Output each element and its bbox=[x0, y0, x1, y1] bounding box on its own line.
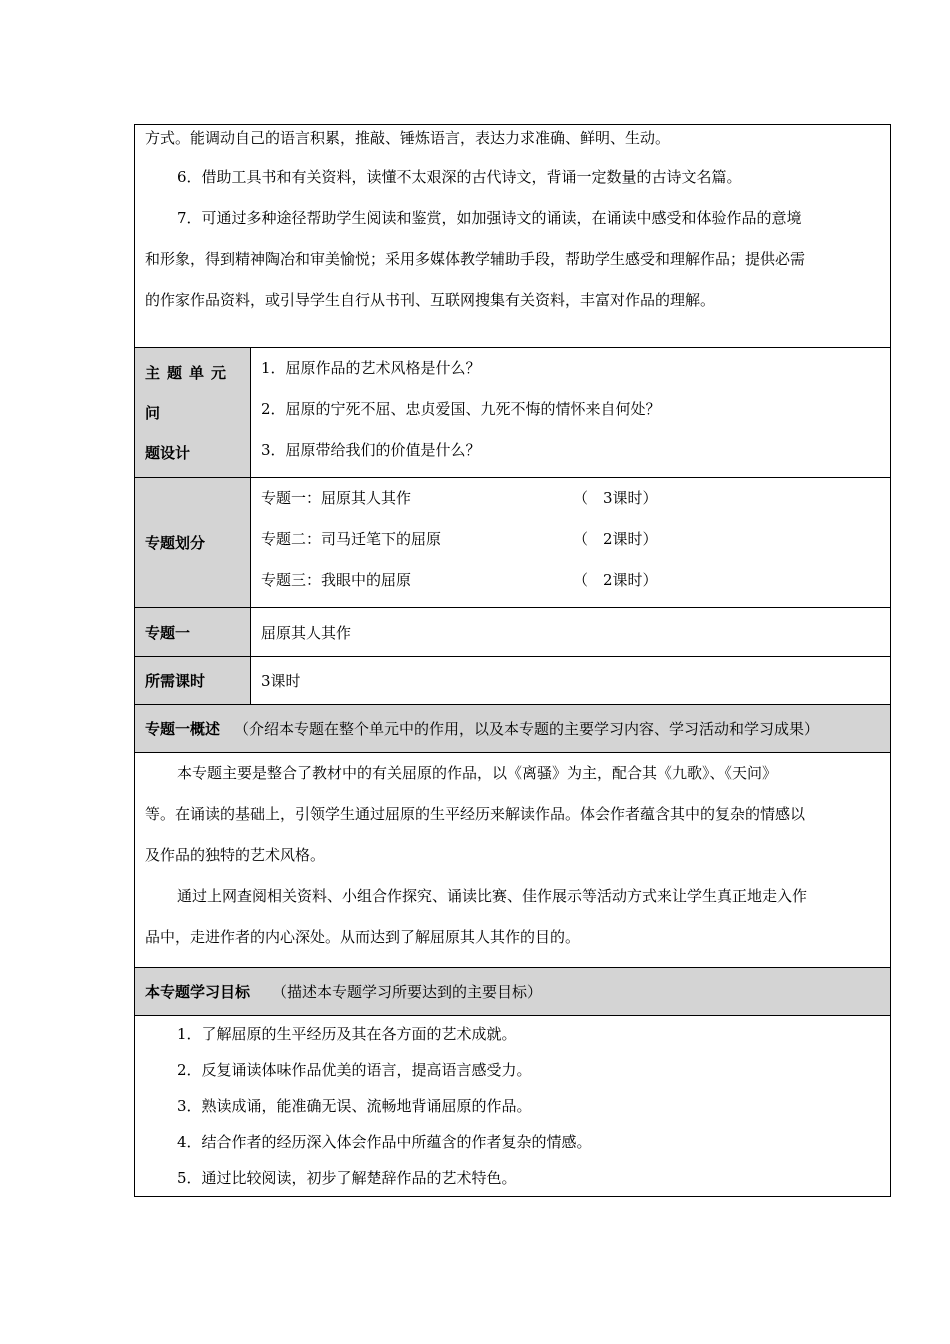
topics-label: 专题划分 bbox=[135, 478, 251, 607]
question-item-2: 2．屈原的宁死不屈、忠贞爱国、九死不悔的情怀来自何处？ bbox=[261, 400, 661, 418]
question-item-1: 1．屈原作品的艺术风格是什么？ bbox=[261, 359, 481, 377]
topic1-row bbox=[135, 608, 890, 657]
goals-title: 本专题学习目标 bbox=[145, 983, 251, 1001]
topic-item-name: 专题一：屈原其人其作 bbox=[261, 489, 412, 507]
overview-heading bbox=[135, 705, 890, 753]
overview-subtitle: （介绍本专题在整个单元中的作用，以及本专题的主要学习内容、学习活动和学习成果） bbox=[234, 720, 820, 738]
intro-paragraph-2: 6．借助工具书和有关资料，读懂不太艰深的古代诗文，背诵一定数量的古诗文名篇。 bbox=[177, 168, 742, 186]
question-item-3: 3．屈原带给我们的价值是什么？ bbox=[261, 441, 481, 459]
overview-line-3: 及作品的独特的艺术风格。 bbox=[145, 846, 326, 864]
intro-paragraph-3-line-3: 的作家作品资料，或引导学生自行从书刊、互联网搜集有关资料，丰富对作品的理解。 bbox=[145, 291, 716, 309]
intro-paragraph-3-line-2: 和形象，得到精神陶冶和审美愉悦；采用多媒体教学辅助手段，帮助学生感受和理解作品；提供必需 bbox=[145, 250, 806, 268]
topic-item-name: 专题三：我眼中的屈原 bbox=[261, 571, 412, 589]
questions-row bbox=[135, 348, 890, 478]
topic-item-3 bbox=[261, 560, 890, 601]
goal-item-4: 4．结合作者的经历深入体会作品中所蕴含的作者复杂的情感。 bbox=[177, 1133, 592, 1151]
goal-item-5: 5．通过比较阅读，初步了解楚辞作品的艺术特色。 bbox=[177, 1169, 517, 1187]
goal-item-3: 3．熟读成诵，能准确无误、流畅地背诵屈原的作品。 bbox=[177, 1097, 532, 1115]
hours-value: 3课时 bbox=[261, 672, 301, 690]
topic-item-hours: （ 2课时） bbox=[573, 530, 658, 548]
topic-item-hours: （ 3课时） bbox=[573, 489, 658, 507]
topic1-label: 专题一 bbox=[135, 608, 251, 656]
goal-item-1: 1．了解屈原的生平经历及其在各方面的艺术成就。 bbox=[177, 1025, 517, 1043]
topic1-value: 屈原其人其作 bbox=[261, 623, 352, 642]
overview-line-5: 品中，走进作者的内心深处。从而达到了解屈原其人其作的目的。 bbox=[145, 928, 581, 946]
overview-line-1: 本专题主要是整合了教材中的有关屈原的作品，以《离骚》为主，配合其《九歌》、《天问》 bbox=[177, 764, 778, 782]
questions-label-line-2: 题设计 bbox=[145, 443, 191, 462]
intro-block bbox=[135, 125, 890, 348]
overview-line-2: 等。在诵读的基础上，引领学生通过屈原的生平经历来解读作品。体会作者蕴含其中的复杂的情感以 bbox=[145, 805, 806, 823]
hours-label: 所需课时 bbox=[135, 657, 251, 704]
topic-item-2 bbox=[261, 519, 890, 560]
overview-line-4: 通过上网查阅相关资料、小组合作探究、诵读比赛、佳作展示等活动方式来让学生真正地走入作 bbox=[177, 887, 808, 905]
goals-subtitle: （描述本专题学习所要达到的主要目标） bbox=[272, 983, 543, 1001]
intro-paragraph-1: 方式。能调动自己的语言积累，推敲、锤炼语言，表达力求准确、鲜明、生动。 bbox=[145, 129, 671, 147]
lesson-plan-table bbox=[134, 124, 891, 1197]
goals-heading bbox=[135, 968, 890, 1016]
topic-item-1 bbox=[261, 478, 890, 519]
goal-item-2: 2．反复诵读体味作品优美的语言，提高语言感受力。 bbox=[177, 1061, 532, 1079]
hours-row bbox=[135, 657, 890, 705]
goals-body bbox=[135, 1016, 890, 1196]
questions-label bbox=[135, 348, 251, 477]
overview-title: 专题一概述 bbox=[145, 720, 221, 738]
topic-item-hours: （ 2课时） bbox=[573, 571, 658, 589]
questions-label-line-1: 主题单元问 bbox=[145, 363, 234, 422]
overview-body bbox=[135, 753, 890, 968]
questions-content bbox=[251, 348, 890, 477]
intro-paragraph-3-line-1: 7．可通过多种途径帮助学生阅读和鉴赏，如加强诗文的诵读，在诵读中感受和体验作品的意境 bbox=[177, 209, 802, 227]
topics-row bbox=[135, 478, 890, 608]
topics-content bbox=[251, 478, 890, 607]
topic-item-name: 专题二：司马迁笔下的屈原 bbox=[261, 530, 442, 548]
